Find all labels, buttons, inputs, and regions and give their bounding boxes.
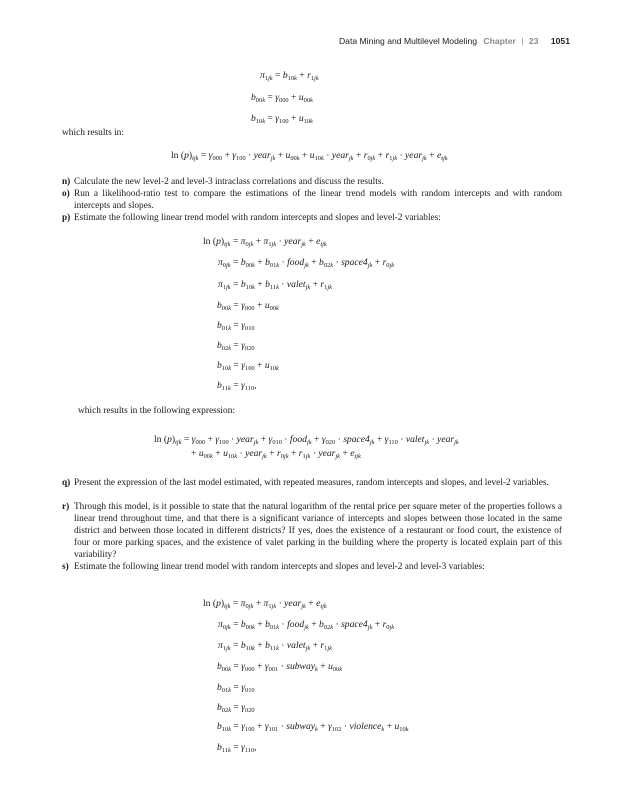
exercise-item bbox=[62, 478, 562, 490]
page-number: 1051 bbox=[550, 36, 570, 46]
equation: $\ln (p)_{tjk} = \gamma_{000} + \gamma_{100}$ · year$_{jk}$ + $\gamma_{010}$ · food$_{jk}$ + $\gamma_{020}$ · $space4_{jk} + \gamma_{110}$ · valet$_{jk}$ · year$_{jk}$ bbox=[154, 434, 459, 446]
equation: $b_{00k} = \gamma_{000} + \gamma_{001}$ · subway$_k$ + $u_{00k}$ bbox=[217, 661, 343, 673]
paragraph: which results in: bbox=[62, 128, 124, 138]
item-label: o) bbox=[62, 189, 70, 199]
equation: $b_{02k} = \gamma_{020}$ bbox=[217, 340, 255, 352]
equation: $\ln (p)_{tjk} = \pi_{0jk} + \pi_{1jk}$ · year$_{jk}$ + $e_{tjk}$ bbox=[203, 598, 327, 610]
equation: $b_{11k} = \gamma_{110}$, bbox=[217, 742, 257, 754]
item-text: Estimate the following linear trend model with random intercepts and slopes and level-2 and level-3 variables: bbox=[74, 562, 485, 572]
equation: $b_{01k} = \gamma_{010}$ bbox=[217, 320, 255, 332]
item-label: p) bbox=[62, 213, 71, 223]
item-text: Estimate the following linear trend model with random intercepts and slopes and level-2 variables: bbox=[74, 213, 441, 223]
chapter-number: 23 bbox=[528, 36, 539, 46]
item-label: r) bbox=[62, 502, 70, 512]
equation: $b_{10k} = \gamma_{100} + u_{10k}$ bbox=[217, 360, 279, 372]
equation: $b_{00k} = \gamma_{000} + u_{00k}$ bbox=[217, 300, 279, 312]
equation: $\pi_{1jk} = b_{10k} + b_{11k}$ · valet$_{jk}$ + $r_{1jk}$ bbox=[218, 279, 332, 291]
item-label: s) bbox=[62, 562, 69, 572]
equation: + $u_{00k} + u_{10k}$ · year$_{jk}$ + $r_{0jk} + r_{1jk}$ · year$_{jk}$ + $e_{tjk}$ bbox=[191, 448, 361, 460]
item-label: q) bbox=[62, 478, 71, 488]
exercise-item bbox=[62, 502, 562, 562]
paragraph: which results in the following expression: bbox=[78, 406, 236, 416]
exercise-item bbox=[62, 213, 562, 225]
equation: $\pi_{0jk} = b_{00k} + b_{01k}$ · food$_{jk}$ + $b_{02k}$ · $space4_{jk} + r_{0jk}$ bbox=[218, 257, 395, 269]
equation: $\ln (p)_{tjk} = \gamma_{000} + \gamma_{100}$ · year$_{jk}$ + $u_{00k} + u_{10k}$ · year$_{jk}$ + $r_{0jk} + r_{1jk}$ · year$_{jk}$ + $e_{tjk}$ bbox=[171, 150, 448, 162]
exercise-item bbox=[62, 562, 562, 574]
exercise-item bbox=[62, 177, 562, 189]
exercise-item bbox=[62, 189, 562, 213]
header-separator: | bbox=[521, 36, 524, 46]
equation: $b_{11k} = \gamma_{110}$, bbox=[217, 380, 257, 392]
equation: $b_{10k} = \gamma_{100} + u_{10k}$ bbox=[251, 113, 313, 125]
equation: $b_{00k} = \gamma_{000} + u_{00k}$ bbox=[251, 92, 313, 104]
equation: $\pi_{0jk} = b_{00k} + b_{01k}$ · food$_{jk}$ + $b_{02k}$ · $space4_{jk} + r_{0jk}$ bbox=[218, 619, 395, 631]
item-text: Run a likelihood-ratio test to compare the estimations of the linear trend models with random intercepts and with random intercepts and slopes. bbox=[74, 189, 562, 211]
equation: $\pi_{1jk} = b_{10k} + b_{11k}$ · valet$_{jk}$ + $r_{1jk}$ bbox=[218, 640, 332, 652]
equation: $b_{10k} = \gamma_{100} + \gamma_{101}$ · subway$_k$ + $\gamma_{102}$ · violence$_k$ + $u_{10k}$ bbox=[217, 721, 409, 733]
item-text: Through this model, is it possible to state that the natural logarithm of the rental price per square meter of the properties follows a linear trend throughout time, and that there is a significant variance of intercepts and slopes between those located in the same district and between those located in different districts? If yes, does the existence of a restaurant or food court, the existence of four or more parking spaces, and the existence of valet parking in the building where the property is located explain part of this variability? bbox=[74, 502, 562, 560]
item-text: Calculate the new level-2 and level-3 intraclass correlations and discuss the results. bbox=[74, 177, 384, 187]
item-label: n) bbox=[62, 177, 71, 187]
equation: $\pi_{1jk} = b_{10k} + r_{1jk}$ bbox=[260, 70, 319, 82]
item-text: Present the expression of the last model estimated, with repeated measures, random intercepts and slopes, and level-2 variables. bbox=[74, 478, 549, 488]
running-title: Data Mining and Multilevel Modeling bbox=[338, 36, 478, 46]
running-header bbox=[339, 36, 570, 46]
equation: $\ln (p)_{tjk} = \pi_{0jk} + \pi_{1jk}$ · year$_{jk}$ + $e_{tjk}$ bbox=[203, 236, 327, 248]
equation: $b_{02k} = \gamma_{020}$ bbox=[217, 702, 255, 714]
equation: $b_{01k} = \gamma_{010}$ bbox=[217, 682, 255, 694]
chapter-label: Chapter bbox=[483, 36, 516, 46]
